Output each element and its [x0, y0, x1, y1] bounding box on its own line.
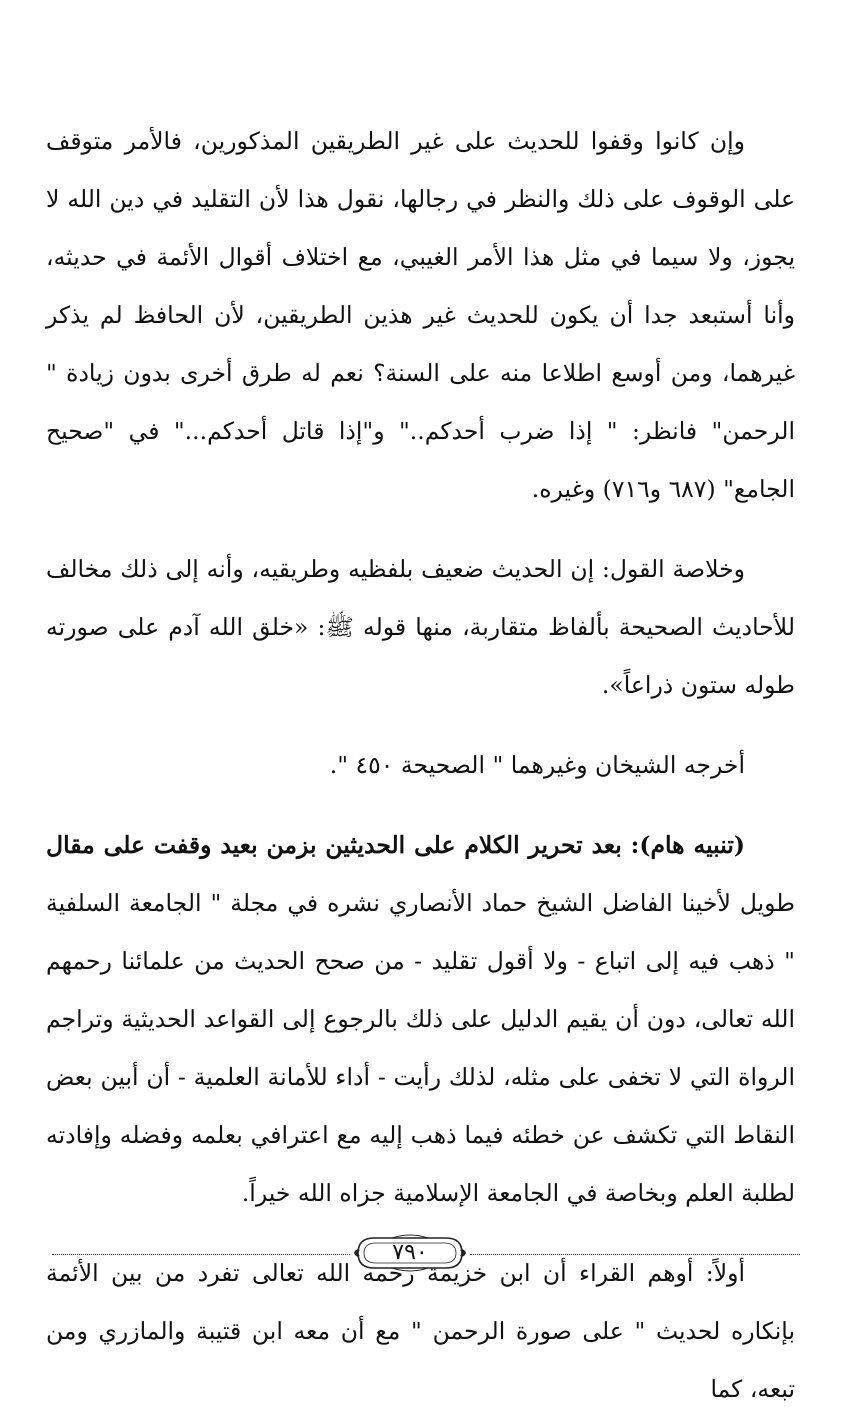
paragraph-3: أخرجه الشيخان وغيرهما " الصحيحة ٤٥٠ ".: [329, 751, 745, 779]
footer-rule-left: [52, 1254, 350, 1255]
paragraph-4-body: طويل لأخينا الفاضل الشيخ حماد الأنصاري نشره في مجلة " الجامعة السلفية " ذهب فيه إلى اتباع - ولا أقول تقليد - من صحح الحديث من علمائنا رحمهم الله تعالى، دون أن يقيم الدليل على ذلك بالرجوع إلى القواعد الحديثية وتراجم الرواة التي لا تخفى على مثله، لذلك رأيت - أداء للأمانة العلمية - أن أبين بعض النقاط التي تكشف عن خطئه فيما ذهب إليه مع اعترافي بعلمه وفضله وإفادته لطلبة العلم وبخاصة في الجامعة الإسلامية جزاه الله خيراً.: [46, 889, 795, 1207]
paragraph-1: وإن كانوا وقفوا للحديث على غير الطريقين المذكورين، فالأمر متوقف على الوقوف على ذلك والنظر في رجالها، نقول هذا لأن التقليد في دين الله لا يجوز، ولا سيما في مثل هذا الأمر الغيبي، مع اختلاف أقوال الأئمة في حديثه، وأنا أستبعد جدا أن يكون للحديث غير هذين الطريقين، لأن الحافظ لم يذكر غيرهما، ومن أوسع اطلاعا منه على السنة؟ نعم له طرق أخرى بدون زيادة " الرحمن" فانظر: " إذا ضرب أحدكم.." و"إذا قاتل أحدكم..." في "صحيح الجامع" (٦٨٧ و٧١٦) وغيره.: [46, 127, 795, 503]
paragraph-2: وخلاصة القول: إن الحديث ضعيف بلفظيه وطريقيه، وأنه إلى ذلك مخالف للأحاديث الصحيحة بألفاظ متقاربة، منها قوله ﷺ: «خلق الله آدم على صورته طوله ستون ذراعاً».: [46, 555, 795, 699]
paragraph-4-lead: (تنبيه هام): بعد تحرير الكلام على الحديثين بزمن بعيد وقفت على مقال: [46, 831, 745, 859]
page-number-ornament: [352, 1232, 468, 1274]
paragraph-4: [46, 816, 795, 1222]
page-number: ٧٩٠: [392, 1240, 428, 1265]
body-text: [46, 112, 795, 1418]
footer-rule-right: [470, 1254, 800, 1255]
paragraph-5: أولاً: أوهم القراء أن ابن خزيمة رحمه الله تعالى تفرد من بين الأئمة بإنكاره لحديث " على صورة الرحمن " مع أن معه ابن قتيبة والمازري ومن تبعه، كما: [46, 1259, 795, 1403]
